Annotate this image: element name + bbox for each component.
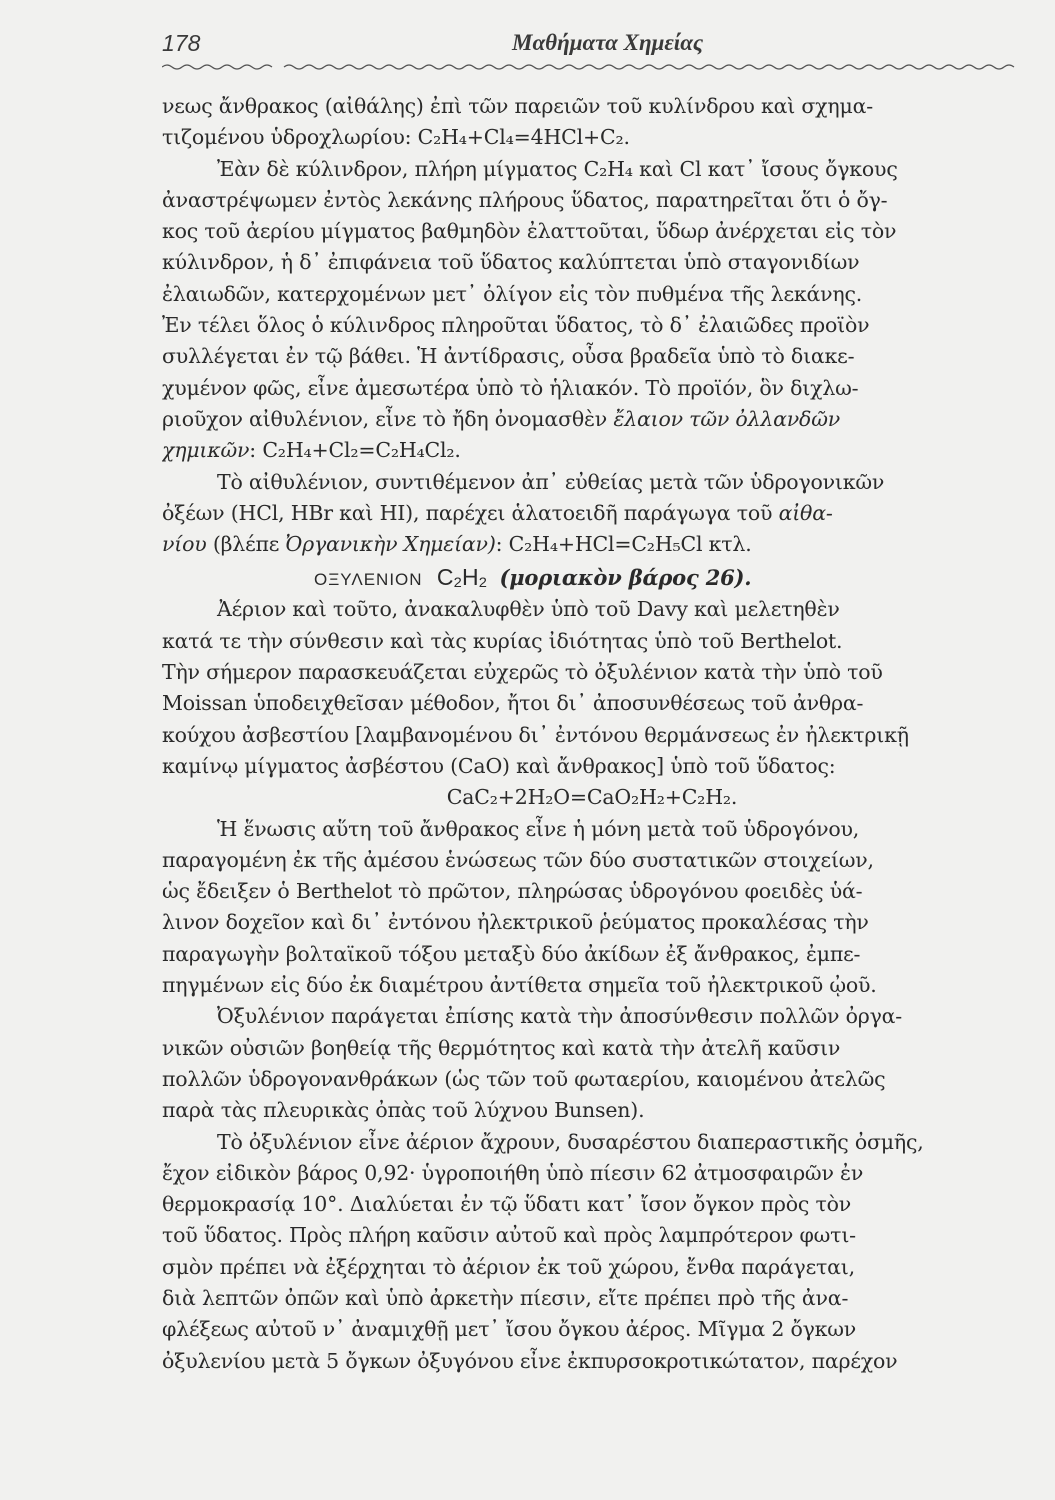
text-line: παραγομένη ἐκ τῆς ἀμέσου ἑνώσεως τῶν δύο συστατικῶν στοιχείων, bbox=[162, 847, 874, 872]
text-line: Moissan ὑποδειχθεῖσαν μέθοδον, ἤτοι δι᾽ ἀποσυνθέσεως τοῦ ἀνθρα- bbox=[162, 691, 864, 716]
chemical-equation: : C₂H₄+Cl₂=C₂H₄Cl₂. bbox=[249, 438, 461, 463]
text-line: ὡς ἔδειξεν ὁ Berthelot τὸ πρῶτον, πληρώσας ὑδρογόνου φοειδὲς ὑά- bbox=[162, 879, 863, 904]
text-line: λινον δοχεῖον καὶ δι᾽ ἐντόνου ἠλεκτρικοῦ ῥεύματος προκαλέσας τὴν bbox=[162, 910, 869, 935]
text-segment: (βλέπε bbox=[206, 532, 286, 557]
text-line: καμίνῳ μίγματος ἀσβέστου (CaO) καὶ ἄνθρακος] ὑπὸ τοῦ ὕδατος: bbox=[162, 753, 836, 778]
text-line: Τὸ ὀξυλένιον εἶνε ἀέριον ἄχρουν, δυσαρέστου διαπεραστικῆς ὀσμῆς, bbox=[217, 1129, 924, 1154]
text-line: ἔχον εἰδικὸν βάρος 0,92· ὑγροποιήθη ὑπὸ πίεσιν 62 ἀτμοσφαιρῶν ἐν bbox=[162, 1160, 864, 1185]
text-line: κατά τε τὴν σύνθεσιν καὶ τὰς κυρίας ἰδιότητας ὑπὸ τοῦ Berthelot. bbox=[162, 628, 843, 653]
text-line: ἀναστρέψωμεν ἐντὸς λεκάνης πλήρους ὕδατος, παρατηρεῖται ὅτι ὁ ὄγ- bbox=[162, 187, 888, 212]
page-number: 178 bbox=[162, 30, 201, 56]
text-line bbox=[162, 498, 1022, 529]
header-wavy-rule bbox=[162, 62, 1024, 72]
text-line: ὀξυλενίου μετὰ 5 ὄγκων ὀξυγόνου εἶνε ἐκπυρσοκροτικώτατον, παρέχον bbox=[162, 1348, 898, 1373]
section-heading-title: ΟΞΥΛΕΝΙΟΝ bbox=[314, 570, 423, 590]
text-line bbox=[162, 435, 1022, 466]
italic-term: ἔλαιον τῶν ὀλλανδῶν bbox=[613, 406, 840, 431]
text-line: τιζομένου ὑδροχλωρίου: C₂H₄+Cl₄=4HCl+C₂. bbox=[162, 125, 630, 150]
page-header bbox=[162, 30, 1022, 66]
text-line bbox=[162, 404, 1022, 435]
text-line: κος τοῦ ἀερίου μίγματος βαθμηδὸν ἐλαττοῦται, ὕδωρ ἀνέρχεται εἰς τὸν bbox=[162, 219, 897, 244]
text-line: τοῦ ὕδατος. Πρὸς πλήρη καῦσιν αὐτοῦ καὶ πρὸς λαμπρότερον φωτι- bbox=[162, 1223, 856, 1248]
text-line: νικῶν οὐσιῶν βοηθείᾳ τῆς θερμότητος καὶ κατὰ τὴν ἀτελῆ καῦσιν bbox=[162, 1035, 841, 1060]
italic-reference: Ὀργανικὴν Χημείαν) bbox=[285, 532, 496, 557]
chemical-equation: CaC₂+2H₂O=CaO₂H₂+C₂H₂. bbox=[446, 785, 738, 810]
text-line: φλέξεως αὐτοῦ ν᾽ ἀναμιχθῇ μετ᾽ ἴσου ὄγκου ἀέρος. Μῖγμα 2 ὄγκων bbox=[162, 1317, 857, 1342]
text-segment: ριοῦχον αἰθυλένιον, εἶνε τὸ ἤδη ὀνομασθὲν bbox=[162, 406, 614, 431]
text-line: πηγμένων εἰς δύο ἐκ διαμέτρου ἀντίθετα σημεῖα τοῦ ἠλεκτρικοῦ ᾠοῦ. bbox=[162, 973, 877, 998]
text-line: νεως ἄνθρακος (αἰθάλης) ἐπὶ τῶν παρειῶν τοῦ κυλίνδρου καὶ σχημα- bbox=[162, 94, 873, 118]
italic-term: αἰθα- bbox=[778, 500, 833, 525]
text-line: Ὀξυλένιον παράγεται ἐπίσης κατὰ τὴν ἀποσύνθεσιν πολλῶν ὀργα- bbox=[217, 1004, 903, 1029]
body-text bbox=[162, 91, 1022, 1377]
section-heading-formula: C₂H₂ bbox=[436, 564, 488, 591]
text-line: χυμένον φῶς, εἶνε ἀμεσωτέρα ὑπὸ τὸ ἡλιακόν. Τὸ προϊόν, ὃν διχλω- bbox=[162, 375, 859, 400]
italic-term: χημικῶν bbox=[162, 438, 250, 463]
text-line: ἐλαιωδῶν, κατερχομένων μετ᾽ ὀλίγον εἰς τὸν πυθμένα τῆς λεκάνης. bbox=[162, 281, 863, 306]
text-line: Ἐν τέλει ὅλος ὁ κύλινδρος πληροῦται ὕδατος, τὸ δ᾽ ἐλαιῶδες προϊὸν bbox=[162, 313, 870, 338]
chemical-equation: : C₂H₄+HCl=C₂H₅Cl κτλ. bbox=[495, 532, 752, 557]
text-segment: ὀξέων (HCl, HBr καὶ HI), παρέχει ἁλατοειδῆ παράγωγα τοῦ bbox=[162, 500, 779, 525]
section-heading bbox=[162, 560, 1022, 594]
text-line: κύλινδρον, ἡ δ᾽ ἐπιφάνεια τοῦ ὕδατος καλύπτεται ὑπὸ σταγονιδίων bbox=[162, 250, 860, 275]
text-line: κούχου ἀσβεστίου [λαμβανομένου δι᾽ ἐντόνου θερμάνσεως ἐν ἠλεκτρικῇ bbox=[162, 722, 909, 747]
text-line: πολλῶν ὑδρογονανθράκων (ὡς τῶν τοῦ φωταερίου, καιομένου ἀτελῶς bbox=[162, 1066, 886, 1091]
text-line: Ἐὰν δὲ κύλινδρον, πλήρη μίγματος C₂H₄ καὶ Cl κατ᾽ ἴσους ὄγκους bbox=[217, 156, 898, 181]
section-heading-molecular-weight: (μοριακὸν βάρος 26). bbox=[499, 565, 752, 591]
text-line: Τὴν σήμερον παρασκευάζεται εὐχερῶς τὸ ὀξυλένιον κατὰ τὴν ὑπὸ τοῦ bbox=[162, 660, 883, 685]
text-line: θερμοκρασίᾳ 10°. Διαλύεται ἐν τῷ ὕδατι κατ᾽ ἴσον ὄγκον πρὸς τὸν bbox=[162, 1192, 851, 1217]
italic-term: νίου bbox=[162, 532, 207, 557]
text-line: παρὰ τὰς πλευρικὰς ὀπὰς τοῦ λύχνου Bunsen). bbox=[162, 1098, 645, 1123]
text-line bbox=[162, 529, 1022, 560]
text-line: διὰ λεπτῶν ὀπῶν καὶ ὑπὸ ἀρκετὴν πίεσιν, εἴτε πρέπει πρὸ τῆς ἀνα- bbox=[162, 1285, 849, 1310]
text-line: Ἡ ἕνωσις αὕτη τοῦ ἄνθρακος εἶνε ἡ μόνη μετὰ τοῦ ὑδρογόνου, bbox=[217, 816, 860, 841]
running-title: Μαθήματα Χημείας bbox=[512, 30, 704, 55]
text-line: Τὸ αἰθυλένιον, συντιθέμενον ἀπ᾽ εὐθείας μετὰ τῶν ὑδρογονικῶν bbox=[217, 469, 885, 494]
text-line: συλλέγεται ἐν τῷ βάθει. Ἡ ἀντίδρασις, οὖσα βραδεῖα ὑπὸ τὸ διακε- bbox=[162, 344, 855, 369]
text-line: Ἀέριον καὶ τοῦτο, ἀνακαλυφθὲν ὑπὸ τοῦ Davy καὶ μελετηθὲν bbox=[217, 597, 840, 622]
text-line: παραγωγὴν βολταϊκοῦ τόξου μεταξὺ δύο ἀκίδων ἐξ ἄνθρακος, ἐμπε- bbox=[162, 941, 861, 966]
text-line: σμὸν πρέπει νὰ ἐξέρχηται τὸ ἀέριον ἐκ τοῦ χώρου, ἔνθα παράγεται, bbox=[162, 1254, 855, 1279]
